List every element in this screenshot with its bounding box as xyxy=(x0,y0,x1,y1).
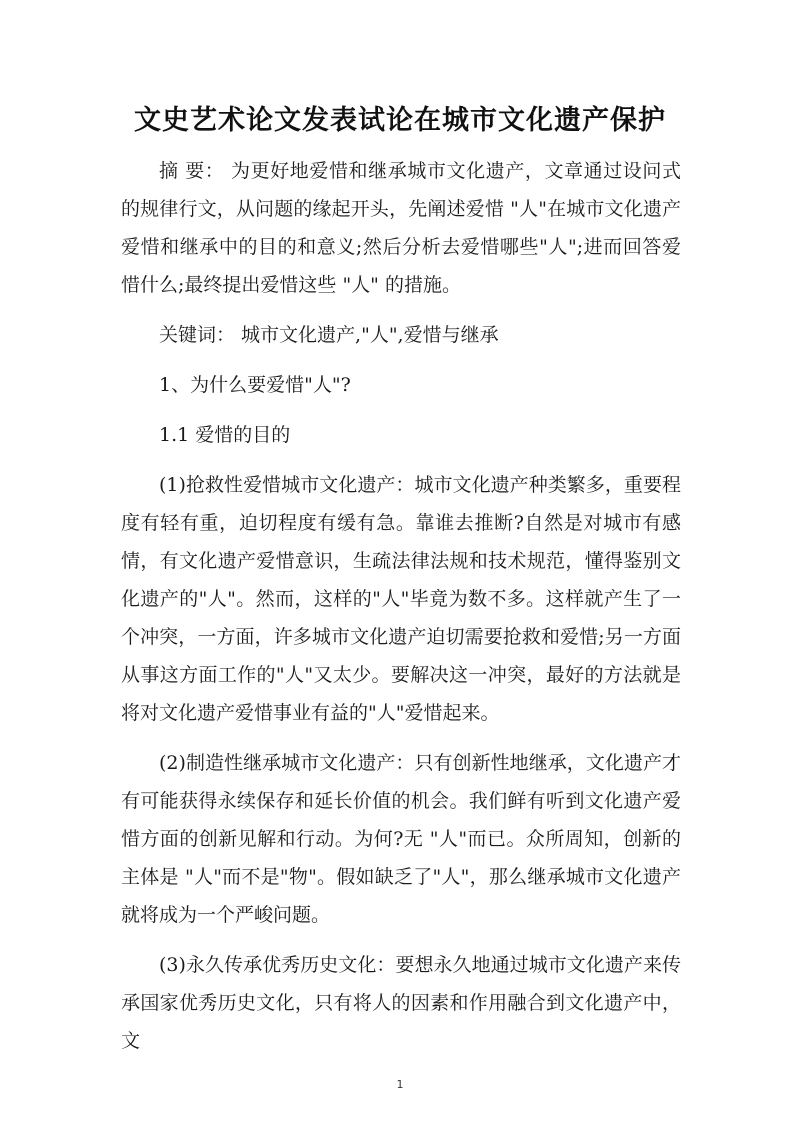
abstract-paragraph: 摘 要： 为更好地爱惜和继承城市文化遗产，文章通过设问式的规律行文，从问题的缘起开头，先阐述爱惜 "人"在城市文化遗产爱惜和继承中的目的和意义;然后分析去爱惜哪些"人";进而回答爱惜什么;最终提出爱惜这些 "人" 的措施。 xyxy=(121,160,681,296)
document-body xyxy=(121,152,681,1072)
document-title: 文史艺术论文发表试论在城市文化遗产保护 xyxy=(134,105,666,136)
keywords-paragraph: 关键词： 城市文化遗产,"人",爱惜与继承 xyxy=(159,324,499,346)
body-paragraph: (1)抢救性爱惜城市文化遗产：城市文化遗产种类繁多，重要程度有轻有重，迫切程度有缓有急。靠谁去推断?自然是对城市有感情，有文化遗产爱惜意识，生疏法律法规和技术规范，懂得鉴别文化遗产的"人"。然而，这样的"人"毕竟为数不多。这样就产生了一个冲突，一方面，许多城市文化遗产迫切需要抢救和爱惜;另一方面从事这方面工作的"人"又太少。要解决这一冲突，最好的方法就是将对文化遗产爱惜事业有益的"人"爱惜起来。 xyxy=(121,474,681,724)
page-number: 1 xyxy=(396,1078,404,1091)
body-paragraph: (2)制造性继承城市文化遗产：只有创新性地继承，文化遗产才有可能获得永续保存和延长价值的机会。我们鲜有听到文化遗产爱惜方面的创新见解和行动。为何?无 "人"而已。众所周知，创新的主体是 "人"而不是"物"。假如缺乏了"人"，那么继承城市文化遗产就将成为一个严峻问题。 xyxy=(121,752,681,926)
subsection-heading: 1.1 爱惜的目的 xyxy=(159,424,291,446)
section-heading: 1、为什么要爱惜"人"? xyxy=(159,374,351,396)
body-paragraph: (3)永久传承优秀历史文化：要想永久地通过城市文化遗产来传承国家优秀历史文化，只有将人的因素和作用融合到文化遗产中，文 xyxy=(121,954,681,1052)
